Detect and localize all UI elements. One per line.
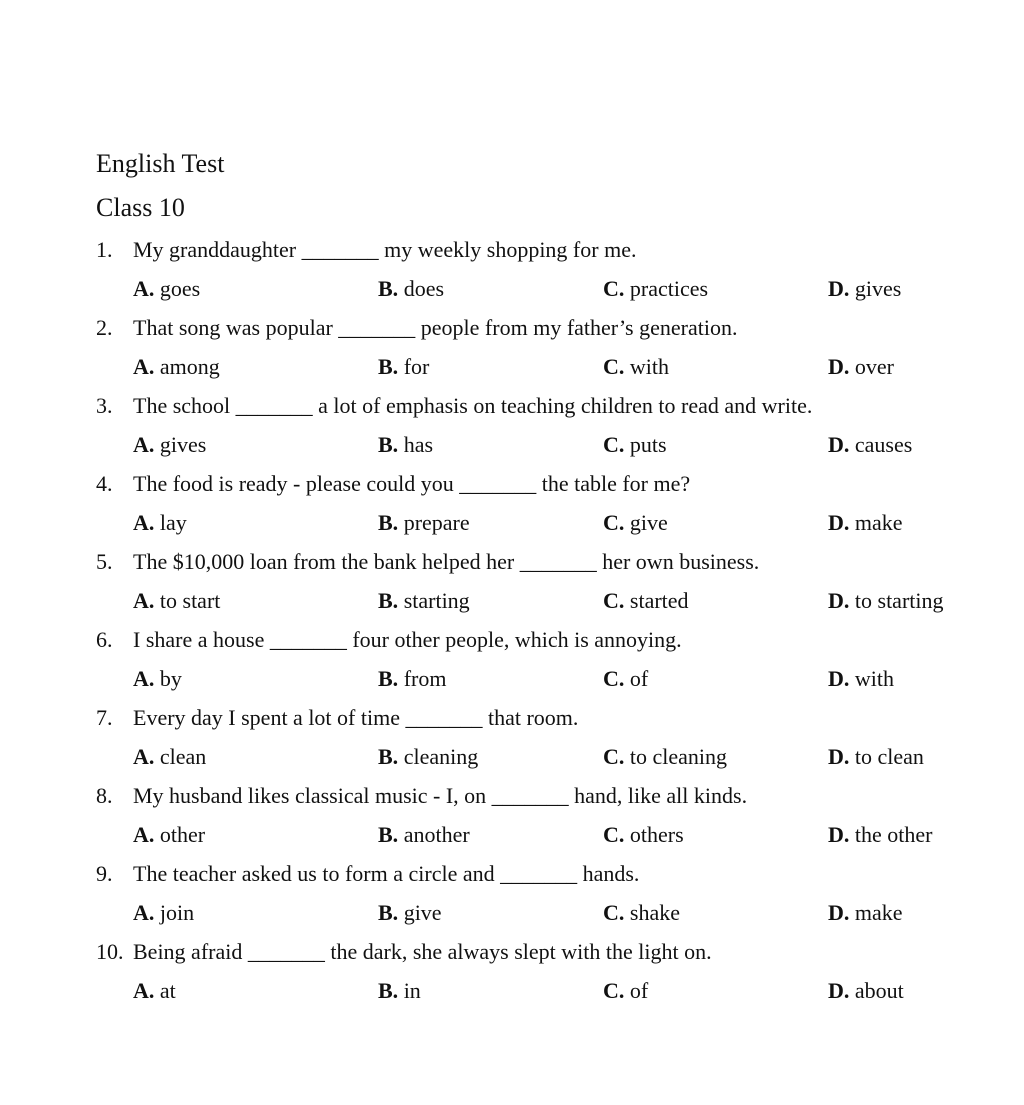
question-item: [96, 308, 976, 386]
question-item: [96, 464, 976, 542]
option-letter: A.: [133, 666, 155, 691]
option-letter: B.: [378, 276, 399, 301]
option-b[interactable]: [378, 503, 470, 542]
option-a[interactable]: [133, 815, 205, 854]
option-a[interactable]: [133, 737, 206, 776]
question-text: The food is ready - please could you _______ the table for me?: [133, 471, 691, 496]
option-letter: C.: [603, 354, 625, 379]
question-stem: [96, 230, 976, 269]
option-text: other: [154, 822, 206, 847]
answer-options: [96, 893, 976, 932]
option-text: for: [398, 354, 430, 379]
option-letter: C.: [603, 978, 625, 1003]
option-text: gives: [849, 276, 902, 301]
question-number: 2.: [96, 315, 113, 340]
option-c[interactable]: [603, 659, 648, 698]
option-text: shake: [624, 900, 680, 925]
option-d[interactable]: [828, 893, 903, 932]
option-b[interactable]: [378, 971, 421, 1010]
option-text: does: [398, 276, 445, 301]
question-text: The school _______ a lot of emphasis on teaching children to read and write.: [133, 393, 813, 418]
option-a[interactable]: [133, 893, 194, 932]
option-text: among: [154, 354, 220, 379]
option-letter: B.: [378, 354, 399, 379]
answer-options: [96, 581, 976, 620]
option-text: the other: [849, 822, 933, 847]
answer-options: [96, 347, 976, 386]
question-number: 1.: [96, 237, 113, 262]
option-letter: A.: [133, 432, 155, 457]
option-d[interactable]: [828, 971, 904, 1010]
question-number: 9.: [96, 861, 113, 886]
answer-options: [96, 269, 976, 308]
option-text: to cleaning: [624, 744, 728, 769]
option-text: about: [849, 978, 904, 1003]
option-text: clean: [154, 744, 207, 769]
question-text: Every day I spent a lot of time _______ that room.: [133, 705, 579, 730]
answer-options: [96, 971, 976, 1010]
option-text: causes: [849, 432, 913, 457]
option-letter: D.: [828, 354, 850, 379]
option-text: prepare: [398, 510, 470, 535]
question-item: [96, 698, 976, 776]
option-text: of: [624, 666, 649, 691]
test-sheet: [96, 142, 976, 1010]
question-number: 10.: [96, 939, 124, 964]
question-item: [96, 386, 976, 464]
option-text: make: [849, 900, 903, 925]
option-letter: D.: [828, 744, 850, 769]
question-text: I share a house _______ four other people, which is annoying.: [133, 627, 682, 652]
option-letter: C.: [603, 666, 625, 691]
question-item: [96, 230, 976, 308]
option-d[interactable]: [828, 347, 894, 386]
option-letter: A.: [133, 744, 155, 769]
option-letter: D.: [828, 510, 850, 535]
option-a[interactable]: [133, 659, 182, 698]
option-letter: C.: [603, 432, 625, 457]
option-a[interactable]: [133, 347, 220, 386]
option-c[interactable]: [603, 425, 667, 464]
option-letter: A.: [133, 822, 155, 847]
option-letter: B.: [378, 588, 399, 613]
question-stem: [96, 386, 976, 425]
option-letter: A.: [133, 276, 155, 301]
option-b[interactable]: [378, 737, 478, 776]
question-text: My granddaughter _______ my weekly shopping for me.: [133, 237, 637, 262]
question-item: [96, 620, 976, 698]
option-text: at: [154, 978, 176, 1003]
option-letter: A.: [133, 588, 155, 613]
option-a[interactable]: [133, 269, 200, 308]
answer-options: [96, 503, 976, 542]
question-stem: [96, 932, 976, 971]
option-letter: B.: [378, 432, 399, 457]
option-text: in: [398, 978, 421, 1003]
option-text: from: [398, 666, 447, 691]
option-text: starting: [398, 588, 470, 613]
option-d[interactable]: [828, 815, 932, 854]
option-text: to start: [154, 588, 221, 613]
question-stem: [96, 308, 976, 347]
option-letter: D.: [828, 588, 850, 613]
option-letter: A.: [133, 354, 155, 379]
question-stem: [96, 464, 976, 503]
option-letter: A.: [133, 978, 155, 1003]
question-text: The $10,000 loan from the bank helped her _______ her own business.: [133, 549, 760, 574]
option-text: gives: [154, 432, 207, 457]
option-letter: D.: [828, 900, 850, 925]
option-b[interactable]: [378, 815, 470, 854]
option-letter: B.: [378, 822, 399, 847]
option-text: give: [624, 510, 668, 535]
question-stem: [96, 542, 976, 581]
question-item: [96, 542, 976, 620]
option-b[interactable]: [378, 347, 429, 386]
option-letter: D.: [828, 666, 850, 691]
question-text: The teacher asked us to form a circle and _______ hands.: [133, 861, 640, 886]
option-c[interactable]: [603, 737, 727, 776]
test-title: English Test: [96, 149, 225, 178]
option-letter: B.: [378, 666, 399, 691]
option-letter: C.: [603, 900, 625, 925]
option-text: of: [624, 978, 649, 1003]
question-stem: [96, 776, 976, 815]
option-b[interactable]: [378, 581, 470, 620]
option-text: lay: [154, 510, 187, 535]
option-letter: B.: [378, 978, 399, 1003]
option-b[interactable]: [378, 659, 446, 698]
option-c[interactable]: [603, 581, 689, 620]
option-text: started: [624, 588, 689, 613]
option-letter: C.: [603, 510, 625, 535]
question-item: [96, 932, 976, 1010]
question-item: [96, 854, 976, 932]
option-letter: D.: [828, 822, 850, 847]
option-d[interactable]: [828, 425, 912, 464]
option-letter: A.: [133, 510, 155, 535]
option-text: give: [398, 900, 442, 925]
option-d[interactable]: [828, 581, 944, 620]
question-number: 7.: [96, 705, 113, 730]
option-d[interactable]: [828, 659, 894, 698]
question-number: 6.: [96, 627, 113, 652]
option-a[interactable]: [133, 581, 220, 620]
answer-options: [96, 659, 976, 698]
question-stem: [96, 620, 976, 659]
option-a[interactable]: [133, 971, 176, 1010]
option-text: with: [624, 354, 670, 379]
question-number: 3.: [96, 393, 113, 418]
question-number: 5.: [96, 549, 113, 574]
question-text: My husband likes classical music - I, on _______ hand, like all kinds.: [133, 783, 748, 808]
option-b[interactable]: [378, 893, 442, 932]
question-number: 8.: [96, 783, 113, 808]
answer-options: [96, 425, 976, 464]
question-text: Being afraid _______ the dark, she always slept with the light on.: [133, 939, 712, 964]
option-letter: D.: [828, 276, 850, 301]
option-text: puts: [624, 432, 667, 457]
option-letter: A.: [133, 900, 155, 925]
option-text: cleaning: [398, 744, 479, 769]
option-text: join: [154, 900, 195, 925]
option-text: goes: [154, 276, 201, 301]
option-b[interactable]: [378, 425, 433, 464]
question-stem: [96, 698, 976, 737]
option-letter: D.: [828, 432, 850, 457]
option-a[interactable]: [133, 425, 206, 464]
option-letter: B.: [378, 900, 399, 925]
option-text: others: [624, 822, 684, 847]
option-c[interactable]: [603, 503, 668, 542]
option-c[interactable]: [603, 893, 680, 932]
option-c[interactable]: [603, 815, 684, 854]
answer-options: [96, 737, 976, 776]
option-text: another: [398, 822, 470, 847]
question-text: That song was popular _______ people from my father’s generation.: [133, 315, 738, 340]
option-d[interactable]: [828, 737, 924, 776]
option-letter: D.: [828, 978, 850, 1003]
option-c[interactable]: [603, 269, 708, 308]
option-d[interactable]: [828, 269, 901, 308]
option-d[interactable]: [828, 503, 903, 542]
option-text: with: [849, 666, 895, 691]
question-list: [96, 230, 976, 1010]
option-letter: C.: [603, 744, 625, 769]
option-text: to clean: [849, 744, 924, 769]
option-c[interactable]: [603, 347, 669, 386]
option-letter: B.: [378, 510, 399, 535]
option-text: to starting: [849, 588, 944, 613]
option-letter: B.: [378, 744, 399, 769]
option-text: by: [154, 666, 182, 691]
option-text: has: [398, 432, 434, 457]
question-number: 4.: [96, 471, 113, 496]
option-letter: C.: [603, 822, 625, 847]
question-stem: [96, 854, 976, 893]
option-letter: C.: [603, 276, 625, 301]
option-text: practices: [624, 276, 709, 301]
class-label: Class 10: [96, 193, 185, 222]
option-c[interactable]: [603, 971, 648, 1010]
answer-options: [96, 815, 976, 854]
option-b[interactable]: [378, 269, 444, 308]
option-a[interactable]: [133, 503, 187, 542]
question-item: [96, 776, 976, 854]
option-letter: C.: [603, 588, 625, 613]
option-text: over: [849, 354, 894, 379]
option-text: make: [849, 510, 903, 535]
